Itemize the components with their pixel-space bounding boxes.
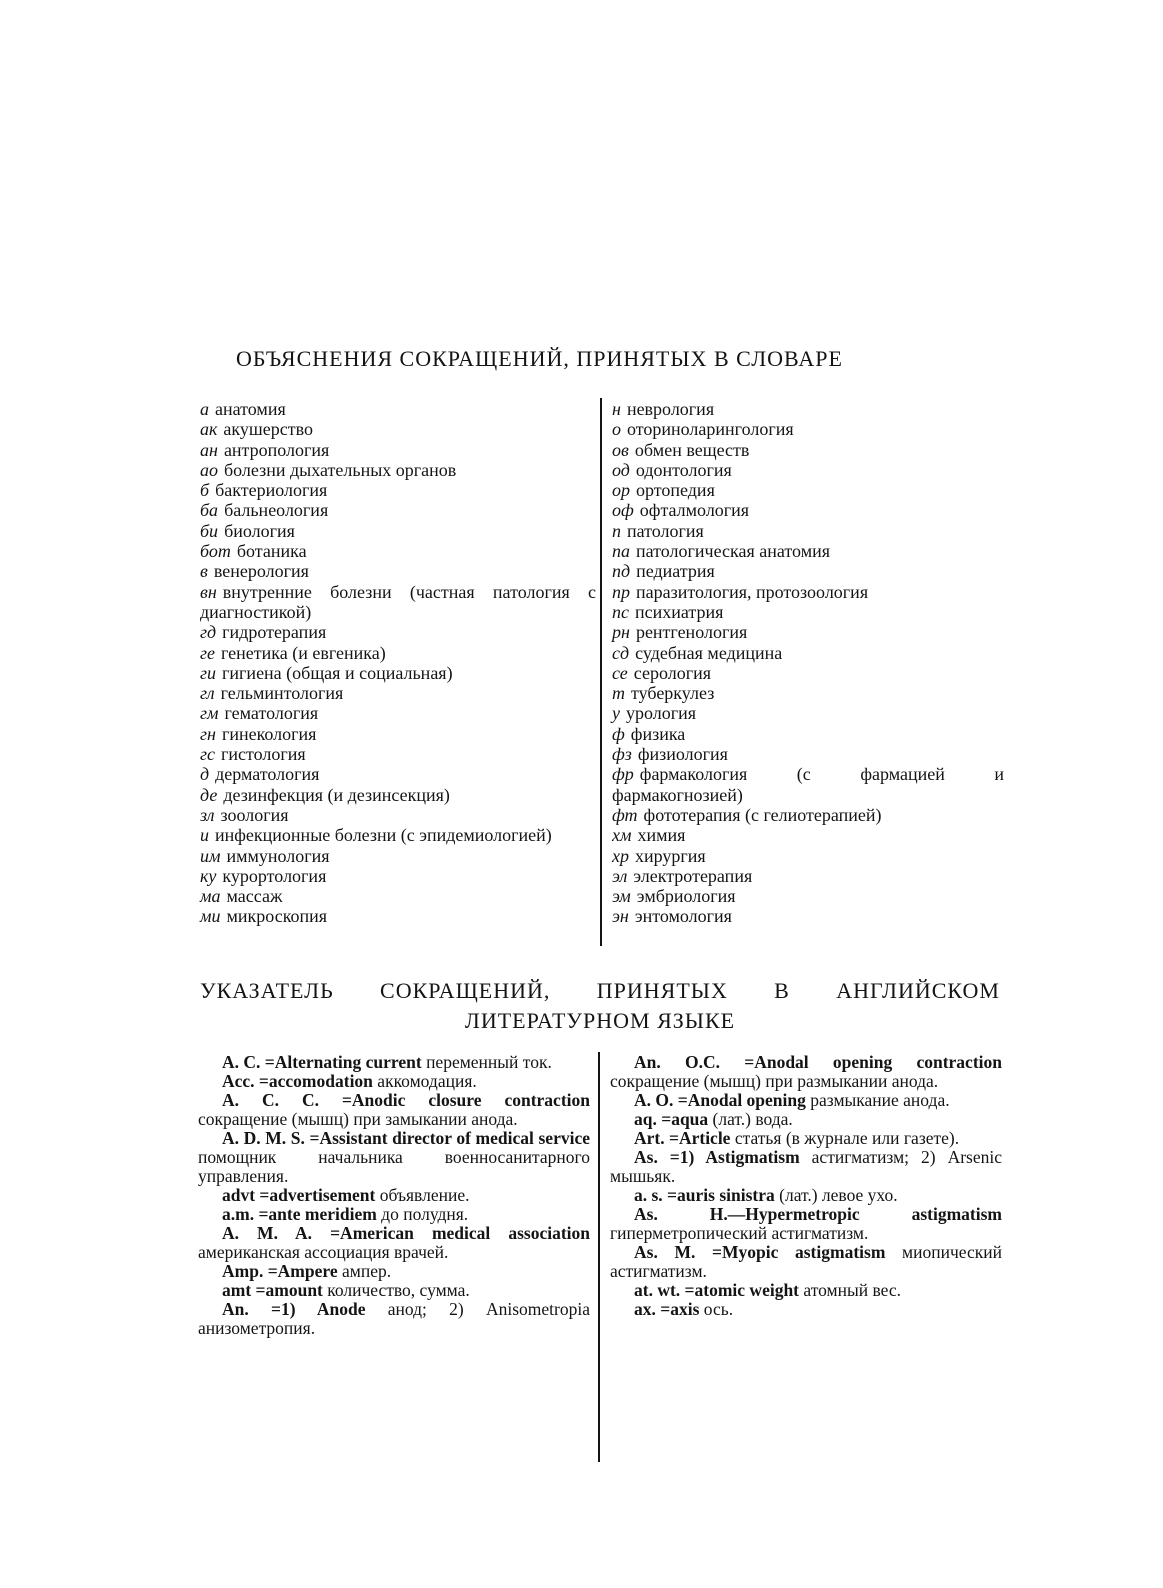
entry-term: amt =amount (222, 1280, 323, 1300)
abbr-text: внутренние болезни (частная патология с диагностикой) (200, 581, 596, 622)
english-index-right-column (610, 1053, 1002, 1319)
column-divider (598, 1052, 600, 1462)
entry-translation: (лат.) левое ухо. (774, 1185, 898, 1205)
entry-term: A. O. =Anodal opening (634, 1090, 806, 1110)
abbr-code: и (200, 825, 209, 846)
entry-translation: ось. (699, 1299, 734, 1319)
abbr-code: пд (612, 561, 631, 582)
section-title-english-index (200, 976, 1000, 1036)
abbr-text: гидротерапия (222, 622, 327, 643)
abbr-text: патология (627, 520, 704, 541)
index-entry (198, 1053, 590, 1072)
abbr-text: болезни дыхательных органов (224, 459, 457, 480)
abbr-text: фармакология (с фармацией и фармакогнозией) (612, 764, 1004, 805)
abbr-text: физика (630, 723, 686, 744)
entry-term: A. D. M. S. =Assistant director of medical service (222, 1128, 590, 1148)
abbr-text: ботаника (236, 541, 307, 562)
abbr-code: рн (612, 622, 630, 643)
abbr-text: биология (224, 520, 295, 541)
abbr-code: ми (200, 906, 221, 927)
abbr-text: урология (626, 703, 697, 724)
index-entry (610, 1300, 1002, 1319)
entry-term: aq. =aqua (634, 1109, 709, 1129)
abbr-text: зоология (220, 804, 289, 825)
entry-term: at. wt. =atomic weight (634, 1280, 800, 1300)
abbreviations-right-column (612, 399, 1004, 927)
entry-term: An. =1) Anode (222, 1299, 366, 1319)
abbr-row (200, 703, 596, 723)
abbr-code: ов (612, 439, 629, 460)
entry-translation: сокращение (мышц) при размыкании анода. (610, 1071, 939, 1091)
abbr-text: ортопедия (636, 480, 715, 501)
abbr-row (612, 500, 1004, 520)
abbr-code: бот (200, 541, 231, 562)
abbr-row (612, 399, 1004, 419)
abbr-row (200, 500, 596, 520)
abbr-text: курортология (222, 865, 327, 886)
abbr-text: серология (633, 662, 711, 683)
index-entry (198, 1205, 590, 1224)
entry-translation: размыкание анода. (805, 1090, 950, 1110)
abbr-code: гд (200, 622, 217, 643)
abbr-text: генетика (и евгеника) (221, 642, 386, 663)
abbr-code: хр (612, 845, 629, 866)
abbr-text: паразитология, протозоология (636, 581, 869, 602)
abbr-row (200, 541, 596, 561)
abbr-row (200, 561, 596, 581)
abbr-row (200, 440, 596, 460)
abbr-row (612, 805, 1004, 825)
abbr-row (612, 663, 1004, 683)
entry-term: a.m. =ante meridiem (222, 1204, 377, 1224)
abbr-row (200, 582, 596, 623)
index-entry (610, 1186, 1002, 1205)
abbr-text: эмбриология (636, 886, 736, 907)
entry-translation: ампер. (337, 1261, 392, 1281)
abbr-code: б (200, 480, 210, 501)
entry-term: As. =1) Astigmatism (634, 1147, 800, 1167)
abbr-code: гс (200, 744, 216, 765)
abbr-code: фз (612, 744, 632, 765)
abbr-row (200, 744, 596, 764)
abbr-code: фт (612, 804, 638, 825)
abbr-row (200, 460, 596, 480)
abbr-code: у (612, 703, 620, 724)
abbr-text: дерматология (215, 764, 320, 785)
section-title-abbreviations: ОБЪЯСНЕНИЯ СОКРАЩЕНИЙ, ПРИНЯТЫХ В СЛОВАРЕ (236, 346, 843, 371)
abbr-row (200, 521, 596, 541)
abbr-text: акушерство (223, 419, 313, 440)
abbr-row (200, 866, 596, 886)
abbr-code: ге (200, 642, 216, 663)
abbr-row (200, 399, 596, 419)
entry-term: An. O.C. =Anodal opening contraction (634, 1052, 1002, 1072)
abbr-row (612, 602, 1004, 622)
abbr-text: дезинфекция (и дезинсекция) (223, 784, 450, 805)
abbr-text: гематология (224, 703, 319, 724)
entry-translation: до полудня. (376, 1204, 469, 1224)
abbr-code: гм (200, 703, 219, 724)
index-entry (610, 1148, 1002, 1186)
index-entry (610, 1091, 1002, 1110)
index-entry (198, 1186, 590, 1205)
abbr-row (612, 683, 1004, 703)
section-title-line-2: ЛИТЕРАТУРНОМ ЯЗЫКЕ (464, 1008, 736, 1033)
abbr-code: ор (612, 480, 630, 501)
abbr-text: гинекология (221, 723, 317, 744)
abbr-text: хирургия (635, 845, 706, 866)
entry-translation: гиперметропический астигматизм. (610, 1223, 869, 1243)
index-entry (610, 1243, 1002, 1281)
abbr-code: эн (612, 906, 629, 927)
abbr-row (612, 521, 1004, 541)
english-index-left-column (198, 1053, 590, 1338)
entry-term: Amp. =Ampere (222, 1261, 338, 1281)
abbr-text: иммунология (226, 845, 330, 866)
abbr-text: психиатрия (635, 601, 724, 622)
abbr-code: пр (612, 581, 630, 602)
abbr-code: хм (612, 825, 632, 846)
abbr-text: физиология (637, 744, 728, 765)
abbr-code: ан (200, 439, 218, 460)
index-entry (610, 1110, 1002, 1129)
abbr-text: гистология (221, 744, 306, 765)
entry-term: ax. =axis (634, 1299, 700, 1319)
abbr-code: им (200, 845, 221, 866)
index-entry (610, 1205, 1002, 1243)
abbr-row (612, 886, 1004, 906)
abbr-row (200, 846, 596, 866)
index-entry (198, 1072, 590, 1091)
entry-translation: количество, сумма. (322, 1280, 470, 1300)
index-entry (198, 1300, 590, 1338)
abbr-code: па (612, 541, 630, 562)
entry-translation: переменный ток. (421, 1052, 552, 1072)
entry-translation: аккомодация. (372, 1071, 477, 1091)
abbr-text: анатомия (215, 399, 286, 419)
abbr-row (612, 825, 1004, 845)
abbr-row (612, 703, 1004, 723)
abbr-text: гигиена (общая и социальная) (222, 662, 453, 683)
index-entry (198, 1091, 590, 1129)
abbr-code: а (200, 399, 209, 419)
index-entry (198, 1262, 590, 1281)
abbr-text: химия (637, 825, 686, 846)
abbr-row (200, 785, 596, 805)
abbr-code: пс (612, 601, 629, 622)
abbr-code: ма (200, 886, 221, 907)
abbr-row (200, 663, 596, 683)
abbr-code: в (200, 561, 208, 582)
index-entry (610, 1281, 1002, 1300)
abbr-text: инфекционные болезни (с эпидемиологией) (215, 825, 552, 846)
abbr-row (200, 643, 596, 663)
abbr-row (612, 906, 1004, 926)
entry-term: Acc. =accomodation (222, 1071, 373, 1091)
entry-translation: помощник начальника военносанитарного управления. (198, 1147, 590, 1186)
abbr-text: массаж (226, 886, 283, 907)
abbr-row (612, 561, 1004, 581)
abbr-code: фр (612, 764, 634, 785)
entry-term: A. C. C. =Anodic closure contraction (222, 1090, 590, 1110)
index-entry (198, 1129, 590, 1186)
entry-term: advt =advertisement (222, 1185, 376, 1205)
abbr-code: од (612, 459, 630, 480)
abbr-code: оф (612, 500, 634, 521)
abbr-row (200, 480, 596, 500)
abbr-row (612, 582, 1004, 602)
abbr-code: ф (612, 723, 625, 744)
abbr-text: гельминтология (220, 683, 344, 704)
entry-term: a. s. =auris sinistra (634, 1185, 775, 1205)
abbr-text: рентгенология (635, 622, 748, 643)
abbr-text: бактериология (215, 480, 328, 501)
section-title-line-1: УКАЗАТЕЛЬ СОКРАЩЕНИЙ, ПРИНЯТЫХ В АНГЛИЙСКОМ (200, 978, 1000, 1003)
entry-translation: объявление. (375, 1185, 470, 1205)
entry-translation: астигматизм; 2) Arsenic мышьяк. (610, 1147, 1002, 1186)
abbr-text: бальнеология (224, 500, 329, 521)
abbr-row (612, 744, 1004, 764)
abbr-row (200, 419, 596, 439)
abbr-text: энтомология (634, 906, 732, 927)
entry-translation: анод; 2) Anisometropia анизометропия. (198, 1299, 591, 1338)
abbr-row (612, 480, 1004, 500)
abbr-code: би (200, 520, 219, 541)
abbr-code: ку (200, 865, 217, 886)
entry-term: As. H.—Hypermetropic astigmatism (634, 1204, 1002, 1224)
abbr-row (200, 825, 596, 845)
abbr-code: зл (200, 804, 215, 825)
abbr-row (200, 622, 596, 642)
abbr-text: микроскопия (226, 906, 328, 927)
abbr-row (200, 886, 596, 906)
abbr-code: гн (200, 723, 216, 744)
index-entry (198, 1281, 590, 1300)
abbr-text: офталмология (639, 500, 750, 521)
abbreviations-left-column (200, 399, 596, 927)
abbr-row (612, 541, 1004, 561)
entry-translation: статья (в журнале или газете). (730, 1128, 960, 1148)
abbr-code: эм (612, 886, 631, 907)
abbr-row (200, 805, 596, 825)
abbr-code: п (612, 520, 621, 541)
entry-translation: миопический астигматизм. (610, 1242, 1002, 1281)
abbr-text: патологическая анатомия (636, 541, 831, 562)
abbr-code: гл (200, 683, 215, 704)
abbr-row (200, 906, 596, 926)
abbr-row (612, 866, 1004, 886)
abbr-code: ак (200, 419, 218, 440)
entry-translation: американская ассоциация врачей. (198, 1242, 449, 1262)
column-divider (600, 398, 602, 946)
abbr-code: де (200, 784, 218, 805)
abbr-text: обмен веществ (634, 439, 750, 460)
abbr-text: неврология (626, 399, 715, 419)
entry-term: Art. =Article (634, 1128, 731, 1148)
abbr-row (612, 419, 1004, 439)
abbr-row (200, 764, 596, 784)
abbr-row (612, 460, 1004, 480)
abbr-text: фототерапия (с гелиотерапией) (643, 804, 882, 825)
abbr-text: электротерапия (633, 865, 753, 886)
abbr-code: вн (200, 581, 217, 602)
abbr-row (612, 622, 1004, 642)
abbr-row (612, 846, 1004, 866)
abbr-text: судебная медицина (635, 642, 783, 663)
entry-term: A. M. A. =American medical association (222, 1223, 590, 1243)
index-entry (610, 1129, 1002, 1148)
entry-translation: (лат.) вода. (708, 1109, 793, 1129)
abbr-text: туберкулез (631, 683, 715, 704)
abbr-code: ба (200, 500, 219, 521)
entry-term: A. C. =Alternating current (222, 1052, 422, 1072)
abbr-text: одонтология (635, 459, 732, 480)
abbr-code: сд (612, 642, 630, 663)
entry-translation: атомный вес. (799, 1280, 901, 1300)
abbr-row (200, 683, 596, 703)
entry-translation: сокращение (мышц) при замыкании анода. (198, 1109, 518, 1129)
abbr-code: т (612, 683, 625, 704)
abbr-text: антропология (223, 439, 330, 460)
abbr-row (612, 643, 1004, 663)
abbr-code: н (612, 399, 621, 419)
abbr-row (612, 764, 1004, 805)
abbr-row (200, 724, 596, 744)
abbr-code: о (612, 419, 621, 440)
abbr-code: эл (612, 865, 628, 886)
index-entry (610, 1053, 1002, 1091)
abbr-text: оториноларингология (627, 419, 794, 440)
abbr-row (612, 724, 1004, 744)
abbr-text: педиатрия (636, 561, 715, 582)
abbr-code: ги (200, 662, 217, 683)
index-entry (198, 1224, 590, 1262)
abbr-code: се (612, 662, 628, 683)
abbr-code: ао (200, 459, 218, 480)
abbr-text: венерология (213, 561, 309, 582)
abbr-code: д (200, 764, 210, 785)
abbr-row (612, 440, 1004, 460)
entry-term: As. M. =Myopic astigmatism (634, 1242, 886, 1262)
